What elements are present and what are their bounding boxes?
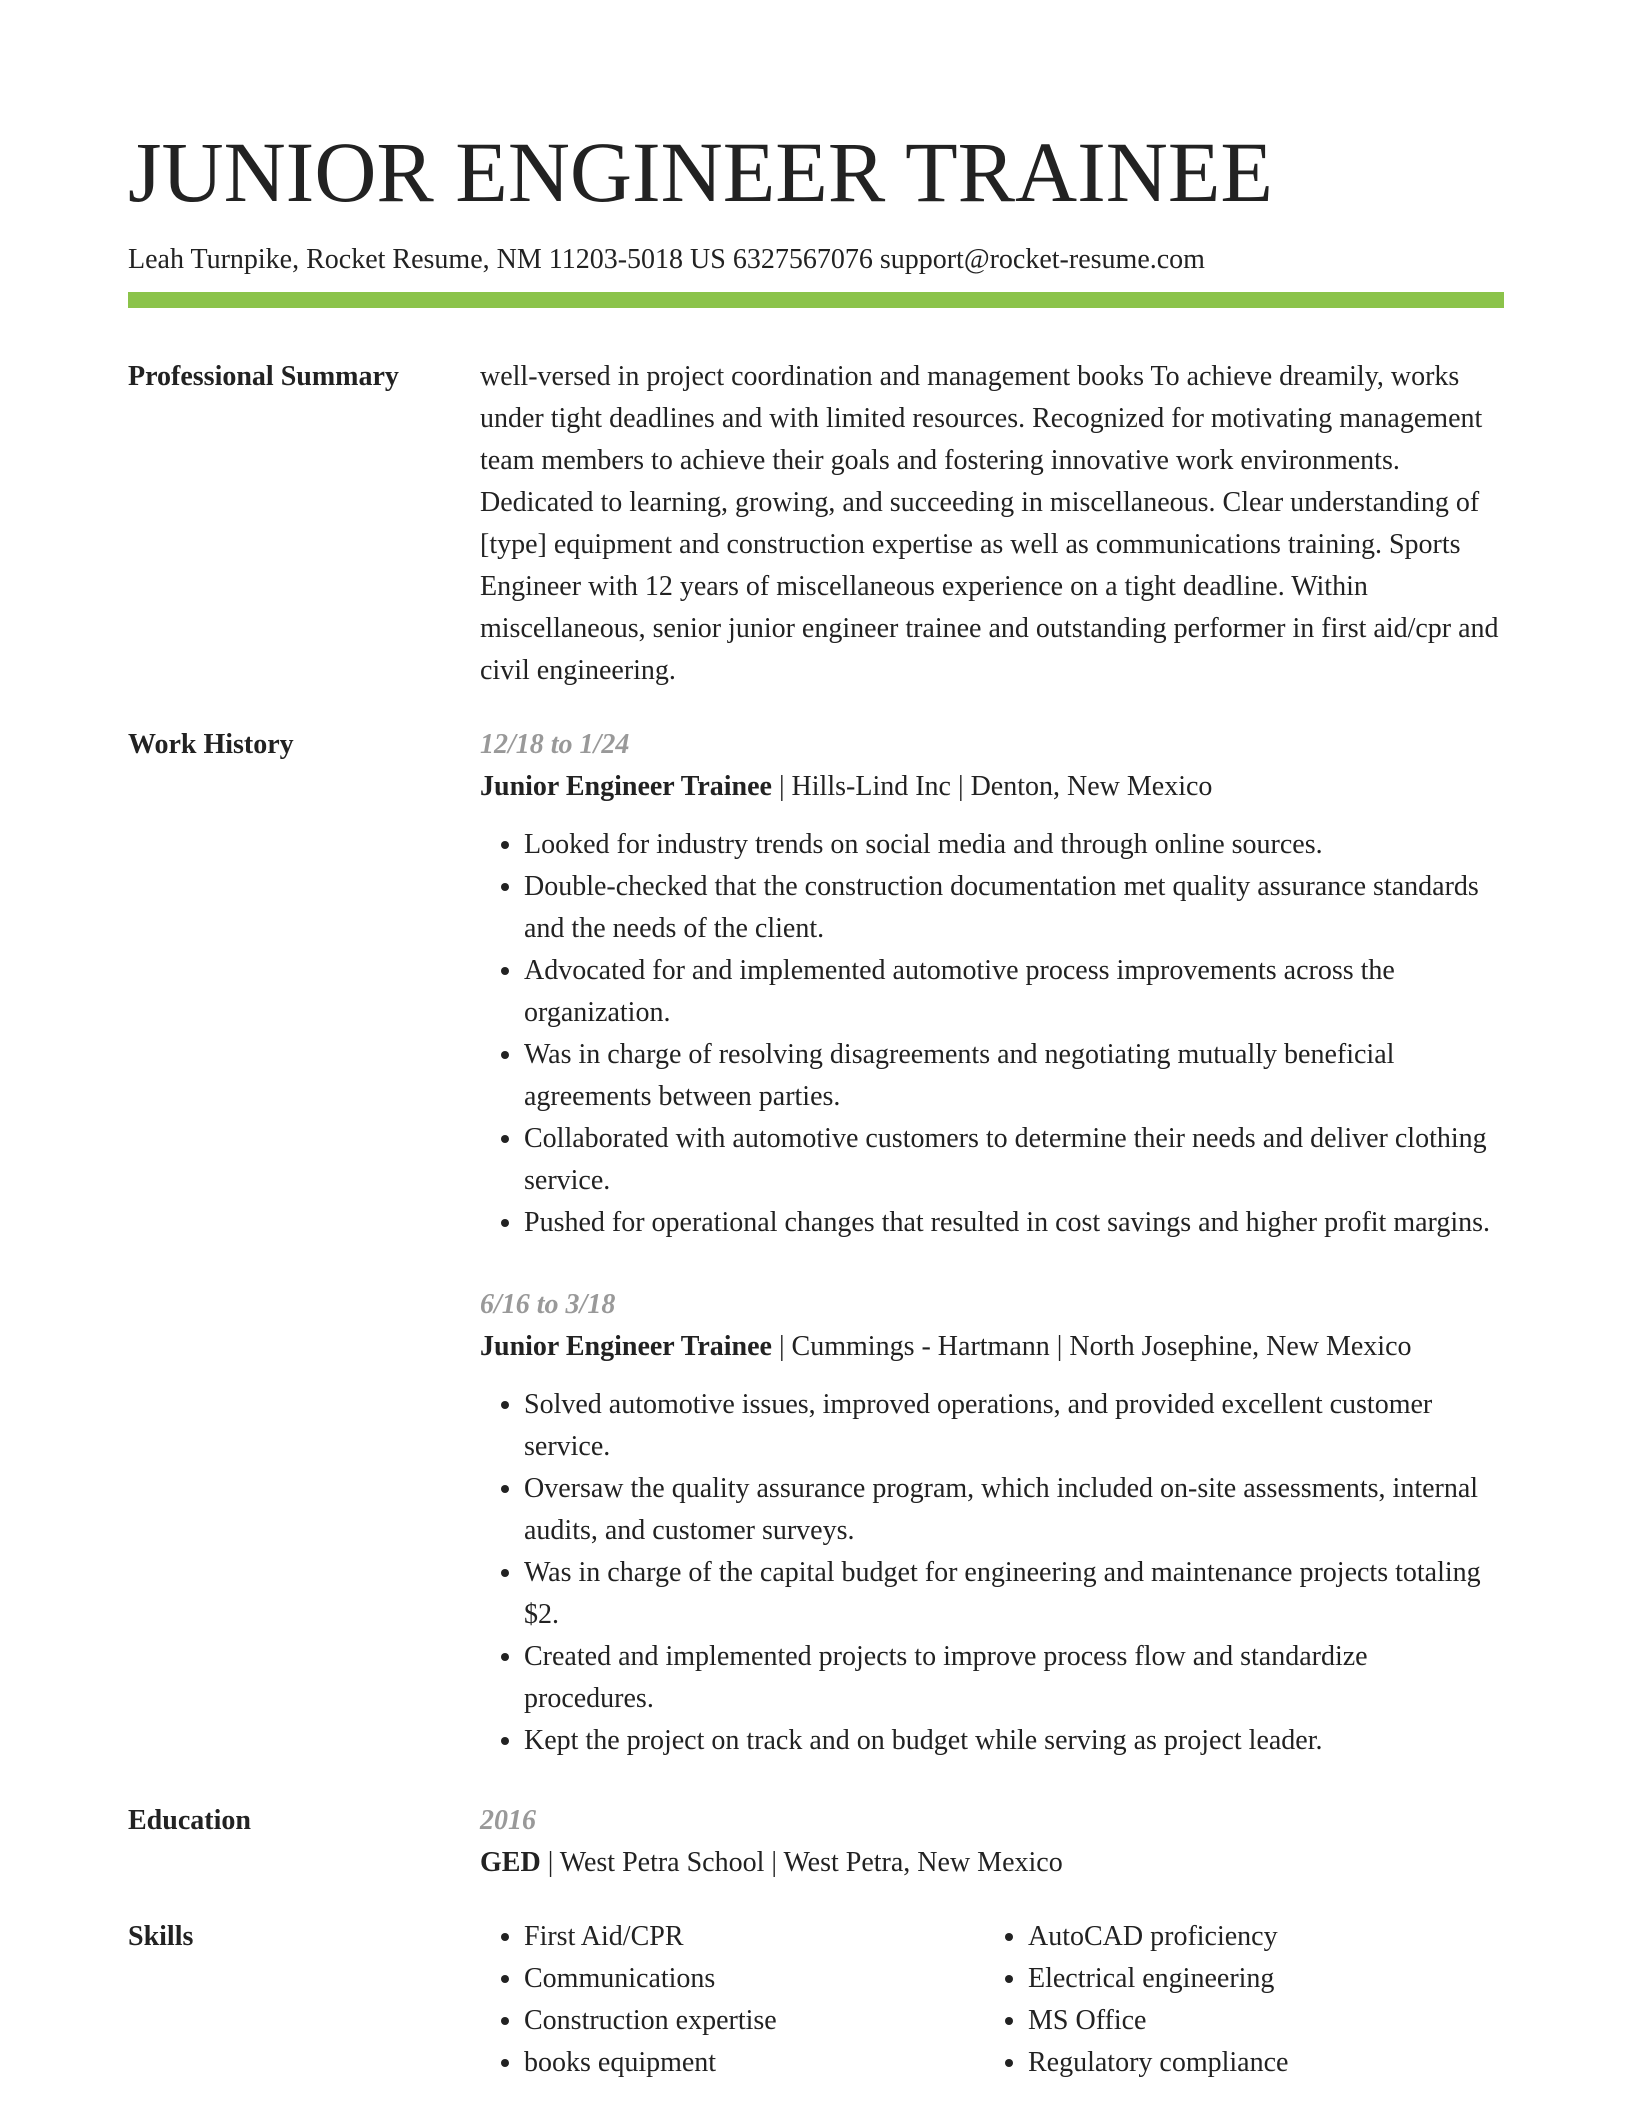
- education-details: | West Petra School | West Petra, New Mexico: [540, 1847, 1063, 1878]
- education-heading: Education: [128, 1805, 251, 1836]
- work-history-section: [128, 724, 1504, 1762]
- skills-column-right: [984, 1916, 1488, 2084]
- job-details: | Cummings - Hartmann | North Josephine, New Mexico: [771, 1331, 1412, 1362]
- skill-item: • Regulatory compliance: [1028, 2042, 1488, 2084]
- job-bullet: • Oversaw the quality assurance program, which included on-site assessments, internal audits, and customer surveys.: [524, 1468, 1504, 1552]
- job-bullet: • Was in charge of the capital budget for engineering and maintenance projects totaling $2.: [524, 1552, 1504, 1636]
- job-bullet: • Solved automotive issues, improved operations, and provided excellent customer service.: [524, 1384, 1504, 1468]
- skills-column-left: [480, 1916, 984, 2084]
- work-history-body: [480, 724, 1504, 1762]
- job-bullet: • Advocated for and implemented automotive process improvements across the organization.: [524, 950, 1504, 1034]
- job-bullet: • Collaborated with automotive customers to determine their needs and deliver clothing service.: [524, 1118, 1504, 1202]
- job-dates: 6/16 to 3/18: [480, 1289, 616, 1320]
- job-bullet: • Created and implemented projects to improve process flow and standardize procedures.: [524, 1636, 1504, 1720]
- job-bullets: [480, 824, 1504, 1244]
- work-history-heading: Work History: [128, 729, 294, 760]
- resume-page: [128, 0, 1504, 2084]
- education-degree: GED: [480, 1847, 541, 1878]
- contact-line: Leah Turnpike, Rocket Resume, NM 11203-5018 US 6327567076 support@rocket-resume.com: [128, 244, 1205, 275]
- summary-heading: Professional Summary: [128, 361, 399, 392]
- job-bullet: • Kept the project on track and on budget while serving as project leader.: [524, 1720, 1504, 1762]
- skill-item: • First Aid/CPR: [524, 1916, 984, 1958]
- skills-list-right: [984, 1916, 1488, 2084]
- skill-item: • Communications: [524, 1958, 984, 2000]
- job-bullet: • Looked for industry trends on social media and through online sources.: [524, 824, 1504, 866]
- job-entry: [480, 1284, 1504, 1762]
- job-position: Junior Engineer Trainee: [480, 1331, 772, 1362]
- resume-title: JUNIOR ENGINEER TRAINEE: [128, 124, 1273, 220]
- job-dates: 12/18 to 1/24: [480, 729, 630, 760]
- skill-item: • books equipment: [524, 2042, 984, 2084]
- job-bullets: [480, 1384, 1504, 1762]
- skills-section: [128, 1916, 1504, 2084]
- skill-item: • Construction expertise: [524, 2000, 984, 2042]
- job-entry: [480, 724, 1504, 1244]
- summary-body: [480, 356, 1504, 692]
- job-details: | Hills-Lind Inc | Denton, New Mexico: [771, 771, 1213, 802]
- skills-grid: [480, 1916, 1504, 2084]
- skills-body: [480, 1916, 1504, 2084]
- job-position: Junior Engineer Trainee: [480, 771, 772, 802]
- skills-list-left: [480, 1916, 984, 2084]
- summary-text: well-versed in project coordination and management books To achieve dreamily, works under tight deadlines and with limited resources. Recognized for motivating management team members to achieve their goals and fostering innovative work environments. Dedicated to learning, growing, and succeeding in miscellaneous. Clear understanding of [type] equipment and construction expertise as well as communications training. Sports Engineer with 12 years of miscellaneous experience on a tight deadline. Within miscellaneous, senior junior engineer trainee and outstanding performer in first aid/cpr and civil engineering.: [480, 361, 1499, 686]
- summary-section: [128, 356, 1504, 692]
- accent-divider: [128, 292, 1504, 308]
- education-year: 2016: [480, 1805, 536, 1836]
- skill-item: • MS Office: [1028, 2000, 1488, 2042]
- education-body: [480, 1800, 1504, 1884]
- skills-heading: Skills: [128, 1921, 194, 1952]
- skill-item: • AutoCAD proficiency: [1028, 1916, 1488, 1958]
- job-bullet: • Was in charge of resolving disagreements and negotiating mutually beneficial agreements between parties.: [524, 1034, 1504, 1118]
- job-bullet: • Double-checked that the construction documentation met quality assurance standards and the needs of the client.: [524, 866, 1504, 950]
- education-section: [128, 1800, 1504, 1884]
- education-line: [480, 1842, 1504, 1884]
- job-title-line: [480, 766, 1504, 808]
- job-title-line: [480, 1326, 1504, 1368]
- skill-item: • Electrical engineering: [1028, 1958, 1488, 2000]
- job-bullet: • Pushed for operational changes that resulted in cost savings and higher profit margins.: [524, 1202, 1504, 1244]
